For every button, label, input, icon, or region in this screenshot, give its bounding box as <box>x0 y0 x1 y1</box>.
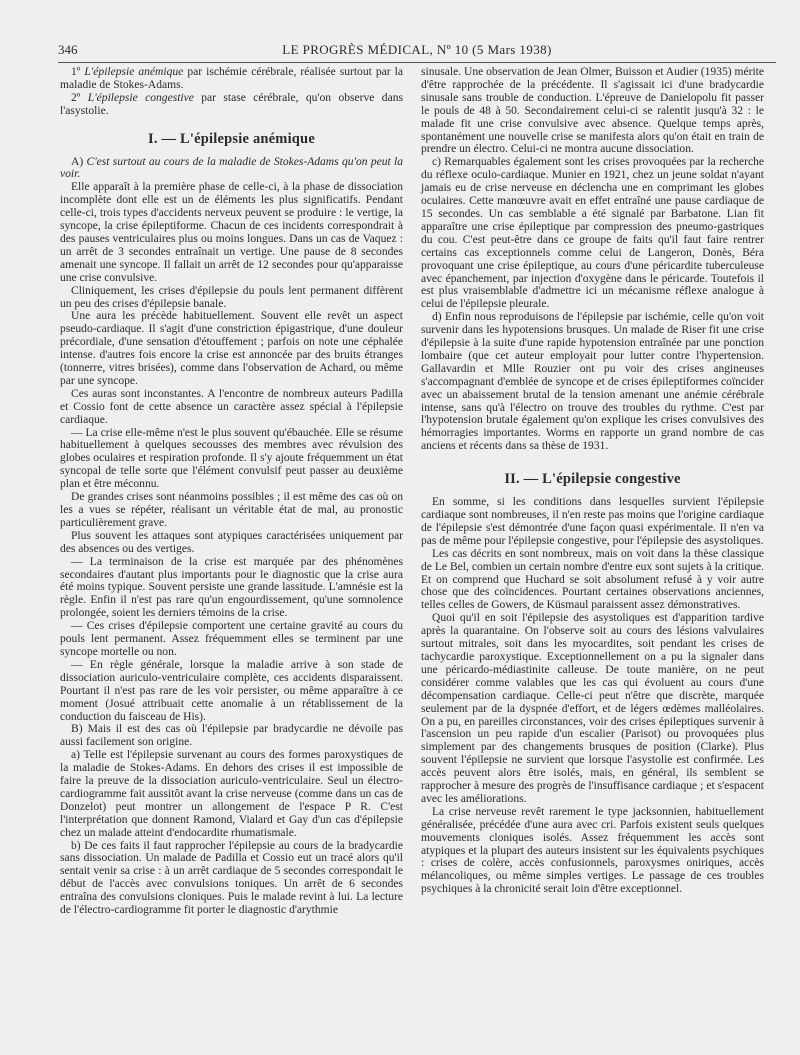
paragraph: En somme, si les conditions dans lesquelles survient l'épilepsie cardiaque sont nombreuses, il n'en reste pas moins que l'origine cardiaque de l'épilepsie s'est démontrée d'une façon quasi expérimentale. Il n'en va pas de même pour l'épilepsie congestive, pour l'épilepsie des asystoliques. <box>421 496 764 547</box>
paragraph: De grandes crises sont néanmoins possibles ; il est même des cas où on les a vues se répéter, réalisant un véritable état de mal, au pronostic particulièrement grave. <box>60 491 403 529</box>
paragraph: B) Mais il est des cas où l'épilepsie par bradycardie ne dévoile pas aussi facilement son origine. <box>60 723 403 749</box>
paragraph: — Ces crises d'épilepsie comportent une certaine gravité au cours du pouls lent permanent. Assez fréquemment elles se terminent par une syncope mortelle ou non. <box>60 620 403 658</box>
paragraph: c) Remarquables également sont les crises provoquées par la recherche du réflexe oculo-cardiaque. Munier en 1921, chez un jeune soldat n'ayant jamais eu de crise nerveuse en déclencha une en comprimant les globes oculaires. Cette manœuvre avait en effet entraîné une pause cardiaque de 15 secondes. Un cas semblable a été signalé par Barbatone. Lian fit apparaître une crise épileptique par compression des pneumo-gastriques du cou. C'est peut-être dans ce groupe de faits qu'il faut faire rentrer certains cas exceptionnels comme celui de Langeron, Donès, Béra provoquant une crise épileptique, au cours d'une péricardite tuberculeuse avec épanchement, par injection d'oxygène dans le péricarde. Toutefois il est plus vraisemblable d'admettre ici un mécanisme réflexe analogue à celui de l'épilepsie pleurale. <box>421 156 764 311</box>
section-heading-anemique: I. — L'épilepsie anémique <box>148 130 315 147</box>
paragraph: Elle apparaît à la première phase de celle-ci, à la phase de dissociation incomplète dont elle est un de éléments les plus significatifs. Pendant celle-ci, trois types d'accidents nerveux peuvent se produire : le vertige, la syncope, la crise épileptiforme. Chacun de ces incidents correspondrait à des pauses ventriculaires plus ou moins longues. Dans un cas de Vaquez : un arrêt de 3 secondes entraînait un vertige. Une pause de 8 secondes amenait une syncope. Il fallait un arrêt de 12 secondes pour qu'apparaisse une crise convulsive. <box>60 181 403 284</box>
paragraph: b) De ces faits il faut rapprocher l'épilepsie au cours de la bradycardie sans dissociation. Un malade de Padilla et Cossio eut un tracé alors qu'il sentait venir sa crise : à un arrêt cardiaque de 5 secondes correspondait le début de l'accès avec convulsions toniques. Un arrêt de 6 secondes entraîna des convulsions cloniques. Puis le malade revint à lui. La lecture de l'électro-cardiogramme fit porter le diagnostic d'arythmie <box>60 839 403 917</box>
paragraph: La crise nerveuse revêt rarement le type jacksonnien, habituellement généralisée, précédée d'une aura avec cri. Parfois existent seuls quelques mouvements cloniques isolés. Assez fréquemment les accès sont atypiques et la plupart des auteurs insistent sur les équivalents psychiques : crises de colère, accès confusionnels, paroxysmes oniriques, accès mélancoliques, ou même simples vertiges. Le passage de ces troubles psychiques à la chronicité serait loin d'être exceptionnel. <box>421 805 764 896</box>
subsection-a-title: C'est surtout au cours de la maladie de Stokes-Adams qu'on peut la voir. <box>60 155 403 181</box>
paragraph: sinusale. Une observation de Jean Olmer, Buisson et Audier (1935) mérite d'être rapprochée de la précédente. Il s'agissait ici d'une bradycardie sinusale sans trouble de conduction. L'épreuve de Danielopolu fit passer le pouls de 48 à 50. Secondairement celui-ci se ralentit jusqu'à 32 : le malade fit une crise convulsive avec absence. Quelque temps après, spontanément une nouvelle crise se manifesta alors qu'on était en train de prendre un électro. Celui-ci ne montra aucune dissociation. <box>421 66 764 156</box>
intro-item-1-term: L'épilepsie anémique <box>84 66 184 78</box>
subsection-a-label: A) <box>71 155 84 168</box>
paragraph: Une aura les précède habituellement. Souvent elle revêt un aspect pseudo-cardiaque. Il s'agit d'une constriction épigastrique, d'une douleur précordiale, d'une sensation d'étouffement ; parfois on note une céphalée intense. d'autres fois encore la crise est annoncée par des bruits étranges (tonnerre, vitres brisées), comme dans l'observation de Achard, ou même par une syncope. <box>60 310 403 387</box>
paragraph: Ces auras sont inconstantes. A l'encontre de nombreux auteurs Padilla et Cossio font de cette absence un caractère assez spécial à l'épilepsie cardiaque. <box>60 387 403 426</box>
intro-item-2-text: par stase cérébrale, qu'on observe dans l'asystolie. <box>60 91 403 117</box>
paragraph: Plus souvent les attaques sont atypiques caractérisées uniquement par des absences ou des vertiges. <box>60 529 403 555</box>
running-header <box>58 42 776 62</box>
left-column <box>60 66 403 917</box>
header-rule <box>58 62 776 63</box>
intro-item-2-term: L'épilepsie congestive <box>87 91 194 104</box>
intro-item-2-number: 2º <box>71 91 81 104</box>
intro-item-1-text: par ischémie cérébrale, réalisée surtout par la maladie de Stokes-Adams. <box>60 66 403 91</box>
paragraph: — En règle générale, lorsque la maladie arrive à son stade de dissociation auriculo-ventriculaire complète, ces accidents disparaissent. Pourtant il n'est pas rare de les voir persister, ou même apparaître à ce moment (Josué attribuait cette anomalie à un rétablissement de la conduction du faisceau de His). <box>60 658 403 723</box>
paragraph: Quoi qu'il en soit l'épilepsie des asystoliques est d'apparition tardive après la quarantaine. On l'observe soit au cours des lésions valvulaires surtout mitrales, soit dans les myocardites, soit pendant les crises de tachycardie paroxystique. Exceptionnellement on a pu la signaler dans une péricardo-médiastinite calleuse. De toute manière, on ne peut considérer comme valables que les cas qui évoluent au cours d'une décompensation cardiaque. Celle-ci peut n'être que discrète, marquée seulement par de la dyspnée d'effort, et de légers œdèmes malléolaires. On a pu, en pareilles circonstances, voir des crises épileptiques survenir à l'ascension un peu rapide d'un escalier (Parisot) ou provoquées plus simplement par des changements brusques de position (Clarke). Plus souvent l'épilepsie ne survient que lorsque l'asystolie est confirmée. Les accès peuvent alors être isolés, mais, en général, ils semblent se rapprocher à mesure des progrès de l'insuffisance cardiaque ; et s'espacent avec les améliorations. <box>421 612 764 805</box>
journal-title: LE PROGRÈS MÉDICAL, Nº 10 (5 Mars 1938) <box>282 42 552 57</box>
section-heading-congestive: II. — L'épilepsie congestive <box>504 471 681 488</box>
intro-item-1 <box>60 66 403 92</box>
paragraph: Cliniquement, les crises d'épilepsie du pouls lent permanent diffèrent un peu des crises d'épilepsie banale. <box>60 284 403 310</box>
page-number: 346 <box>58 42 78 57</box>
paragraph: d) Enfin nous reproduisons de l'épilepsie par ischémie, celle qu'on voit survenir dans les hypotensions brusques. Un malade de Riser fit une crise d'épilepsie à la suite d'une rapide hypotension entraînée par une ponction lombaire (que cet auteur employait pour lutter contre l'hypertension. Gallavardin et Mlle Rouzier ont pu voir des crises angineuses s'accompagnant d'emblée de syncope et de crises épileptiformes coïncider avec un abaissement brutal de la tension amenant une anémie cérébrale intense, sans qu'à l'électro on trouve des troubles du rythme. C'est par l'hypotension brutale également qu'on explique les crises convulsives des hémorragies importantes. Worms en rapporte un grand nombre de cas anciens et récents dans sa thèse de 1931. <box>421 311 764 453</box>
intro-item-2 <box>60 92 403 118</box>
right-column <box>421 66 764 896</box>
paragraph: — La crise elle-même n'est le plus souvent qu'ébauchée. Elle se résume habituellement à quelques secousses des membres avec révulsion des globes oculaires et respiration profonde. Il s'y ajoute fréquemment un état syncopal de telle sorte que l'élément convulsif peut passer au deuxième plan et être méconnu. <box>60 426 403 491</box>
intro-item-1-number: 1º <box>71 66 81 78</box>
subsection-a-lead <box>60 156 403 182</box>
paragraph: a) Telle est l'épilepsie survenant au cours des formes paroxystiques de la maladie de Stokes-Adams. En dehors des crises il est impossible de faire la preuve de la dissociation auriculo-ventriculaire. Seul un électro-cardiogramme fait aussitôt avant la crise nerveuse (comme dans un cas de Donzelot) peut montrer un allongement de l'espace P R. C'est l'interprétation que donnent Ramond, Vialard et Gay d'un cas d'épilepsie chez un malade atteint d'endocardite rhumatismale. <box>60 749 403 839</box>
paragraph: Les cas décrits en sont nombreux, mais on voit dans la thèse classique de Le Bel, combien un certain nombre d'entre eux sont sujets à la critique. Et on comprend que Huchard se soit absolument refusé à y voir autre chose que des coïncidences. Pourtant certaines observations anciennes, telles celles de Gowers, de Küsmaul paraissent assez démonstratives. <box>421 547 764 612</box>
paragraph: — La terminaison de la crise est marquée par des phénomènes secondaires d'autant plus importants pour le diagnostic que la crise aura été moins typique. Souvent persiste une grande lassitude. L'amnésie est la règle. Enfin il n'est pas rare qu'un engourdissement, qu'une somnolence prolongée, soient les derniers témoins de la crise. <box>60 555 403 620</box>
